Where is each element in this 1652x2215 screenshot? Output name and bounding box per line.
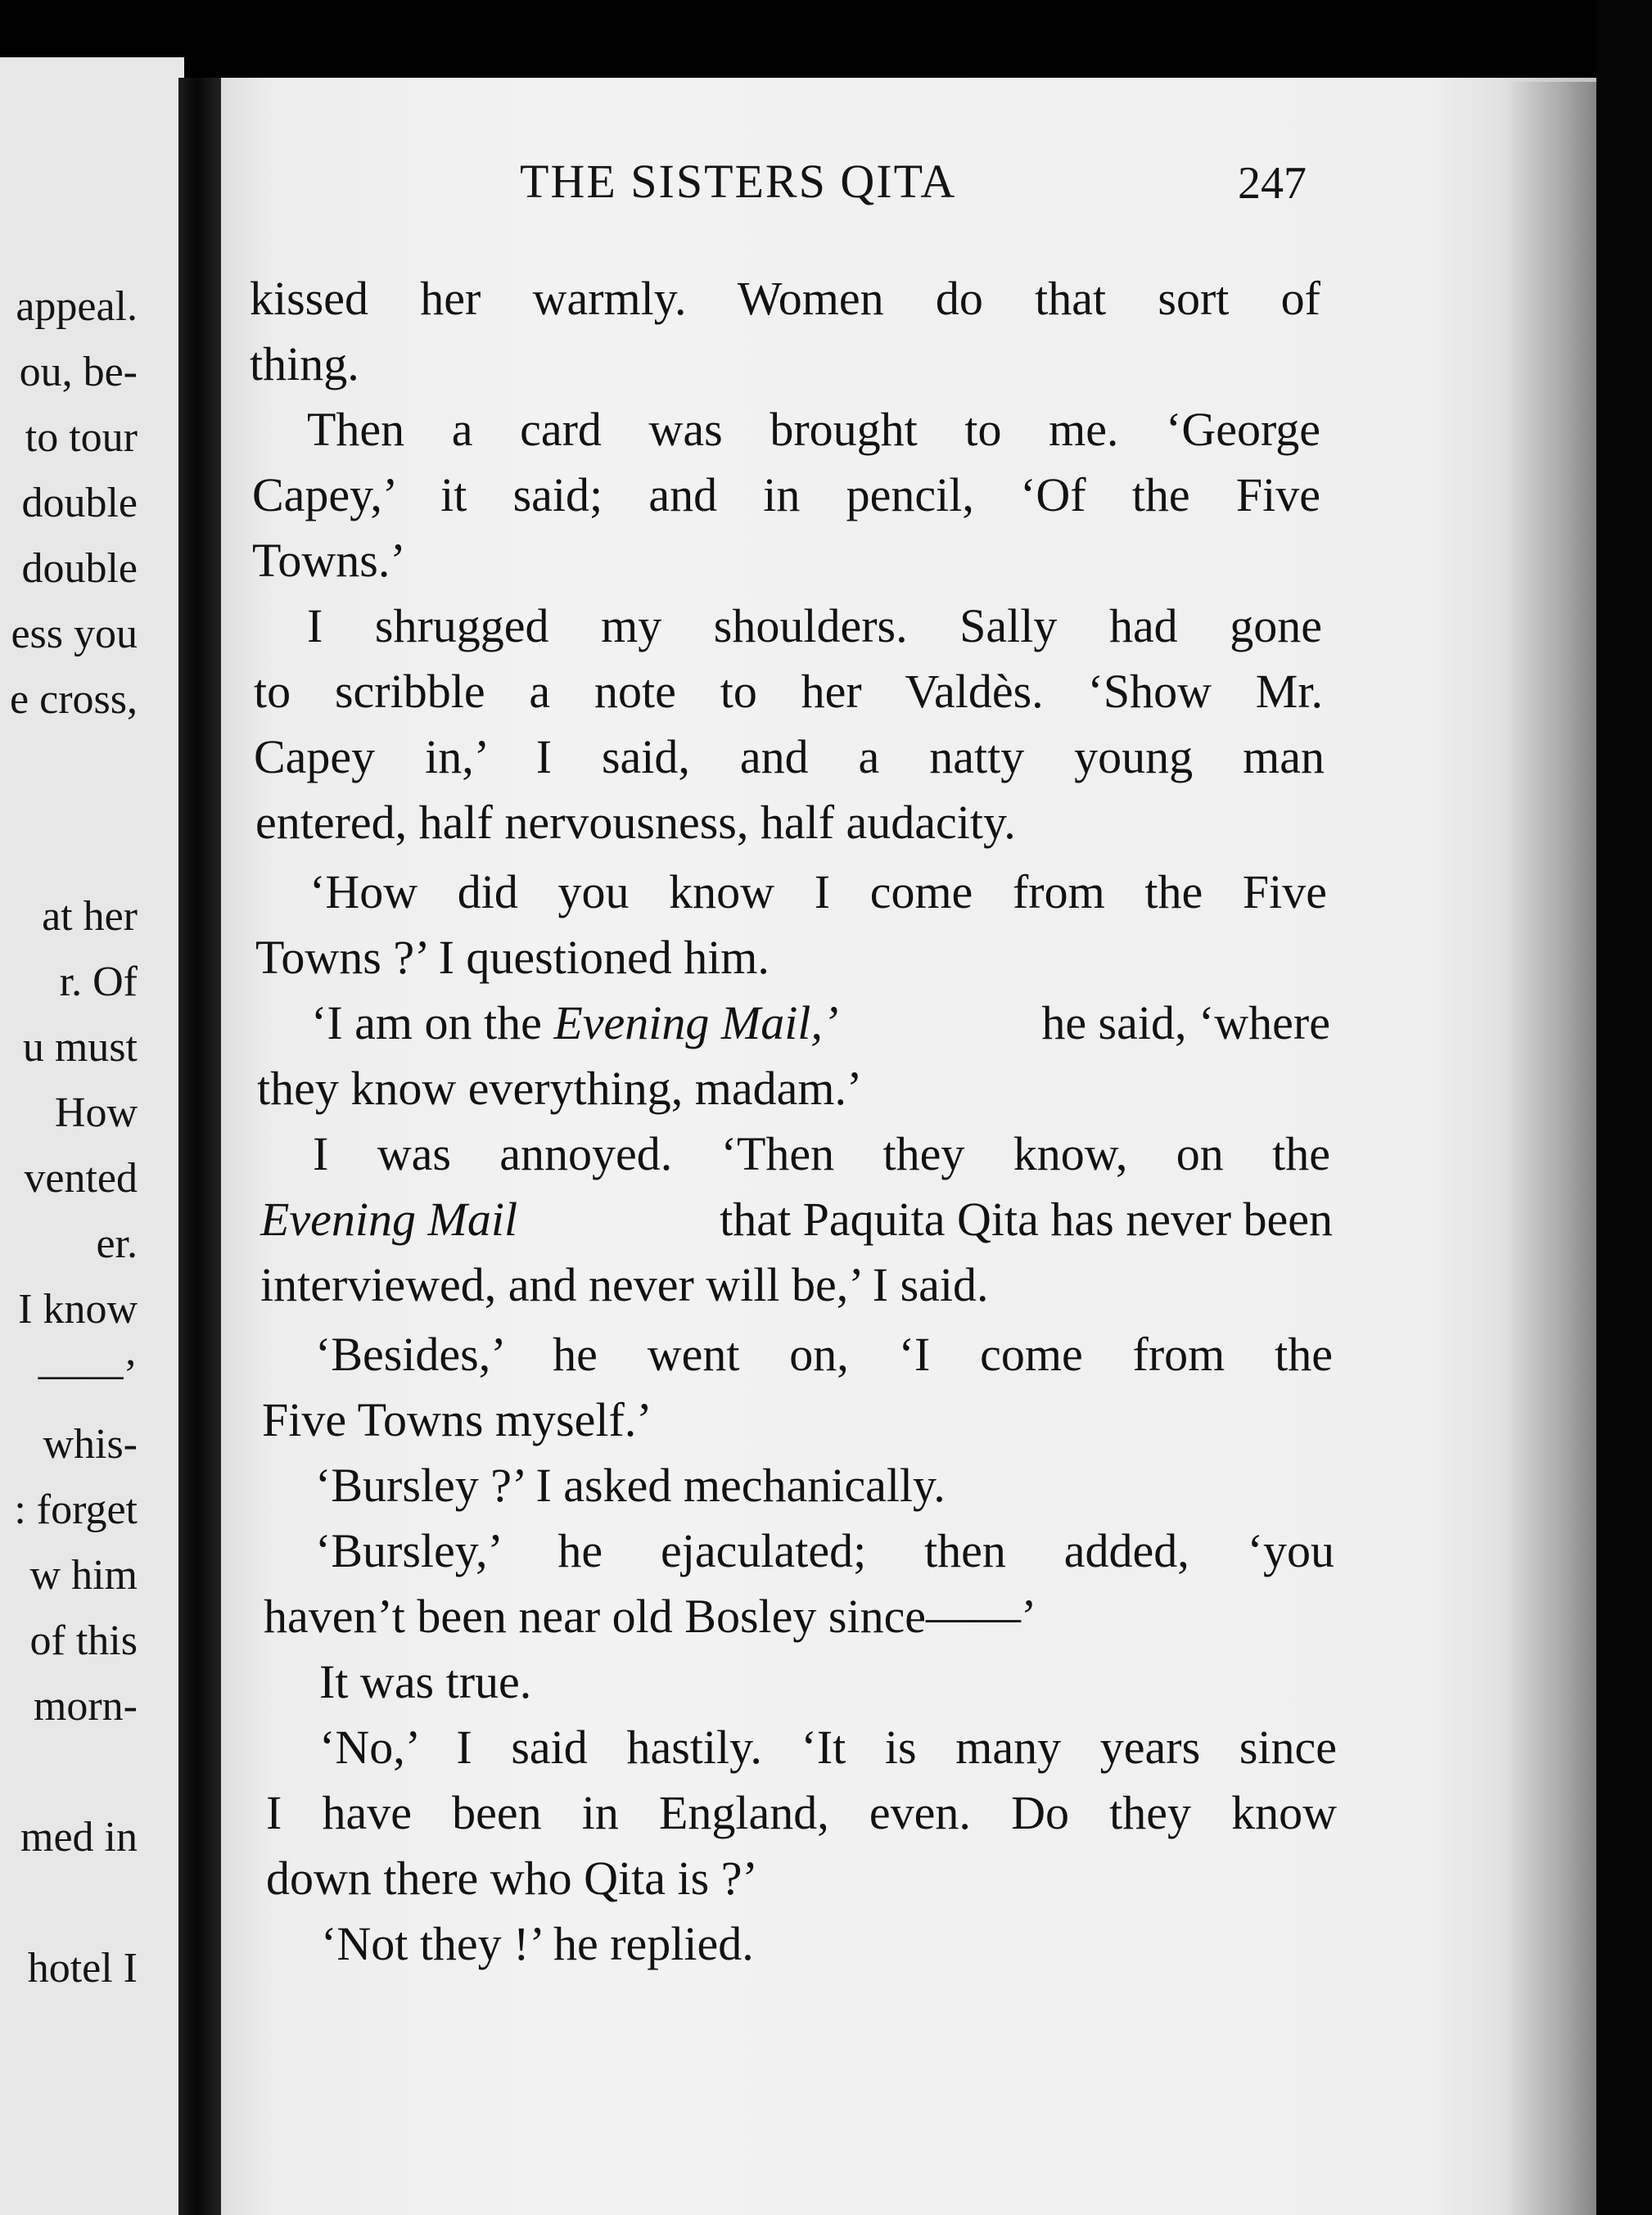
page-edge-shadow: [1506, 82, 1596, 2215]
text-line: thing.: [250, 337, 359, 390]
left-line: whis-: [43, 1421, 138, 1468]
text-line: [260, 1191, 1333, 1248]
text-line: ‘Bursley,’ he ejaculated; then added, ‘you: [315, 1524, 1334, 1577]
text-line: ‘Not they !’ he replied.: [321, 1917, 754, 1970]
left-facing-page: [0, 57, 184, 2215]
page-number: 247: [1238, 158, 1307, 209]
text-line: Towns ?’ I questioned him.: [255, 931, 770, 984]
left-line: I know: [18, 1286, 138, 1333]
text-line: interviewed, and never will be,’ I said.: [260, 1258, 989, 1311]
text-line: to scribble a note to her Valdès. ‘Show Mr.: [254, 665, 1323, 718]
left-line: u must: [22, 1024, 138, 1071]
left-line: ou, be-: [19, 349, 138, 395]
text-run: he said, ‘where: [1029, 996, 1330, 1049]
text-line: Towns.’: [252, 534, 406, 587]
text-line: ‘No,’ I said hastily. ‘It is many years since: [319, 1721, 1337, 1774]
left-line: er.: [96, 1220, 138, 1267]
left-line: : forget: [14, 1486, 138, 1533]
text-line: they know everything, madam.’: [257, 1062, 863, 1115]
text-line: entered, half nervousness, half audacity.: [255, 796, 1016, 849]
left-line: med in: [20, 1814, 138, 1861]
text-line: I have been in England, even. Do they know: [266, 1786, 1337, 1839]
italic-title: Evening Mail,’: [553, 996, 839, 1049]
left-line: hotel I: [27, 1945, 138, 1992]
text-line: haven’t been near old Bosley since——’: [264, 1590, 1037, 1643]
text-line: kissed her warmly. Women do that sort of: [250, 272, 1320, 325]
left-line: vented: [24, 1155, 138, 1202]
text-line: down there who Qita is ?’: [266, 1852, 758, 1905]
left-line: of this: [29, 1617, 138, 1664]
italic-title: Evening Mail: [260, 1193, 518, 1246]
text-line: Then a card was brought to me. ‘George: [307, 403, 1320, 456]
left-line: to tour: [25, 414, 138, 461]
left-line: double: [21, 480, 138, 526]
book-gutter: [178, 78, 223, 2215]
left-line: at her: [42, 893, 138, 940]
left-line: e cross,: [10, 676, 138, 723]
text-line: ‘How did you know I come from the Five: [309, 865, 1327, 918]
text-run: that Paquita Qita has never been: [707, 1193, 1333, 1246]
text-line: It was true.: [319, 1655, 532, 1708]
text-line: ‘Besides,’ he went on, ‘I come from the: [315, 1328, 1333, 1381]
left-line: appeal.: [16, 283, 138, 330]
text-line: I shrugged my shoulders. Sally had gone: [307, 599, 1322, 652]
left-line: r. Of: [59, 959, 138, 1005]
left-line: How: [54, 1089, 138, 1136]
text-line: Capey in,’ I said, and a natty young man: [254, 730, 1325, 783]
left-line: ——’: [38, 1351, 138, 1398]
left-line: morn-: [33, 1683, 138, 1730]
text-run: ‘I am on the: [311, 996, 554, 1049]
running-head: THE SISTERS QITA: [520, 155, 957, 208]
left-line: double: [21, 545, 138, 592]
text-line: Capey,’ it said; and in pencil, ‘Of the Five: [252, 468, 1320, 521]
text-line: Five Towns myself.’: [262, 1393, 652, 1446]
text-line: [311, 995, 1330, 1052]
left-line: ess you: [11, 611, 138, 657]
scan-border: [1596, 0, 1652, 2215]
text-line: ‘Bursley ?’ I asked mechanically.: [315, 1459, 946, 1512]
text-line: I was annoyed. ‘Then they know, on the: [313, 1127, 1330, 1180]
left-line: w him: [29, 1552, 138, 1599]
